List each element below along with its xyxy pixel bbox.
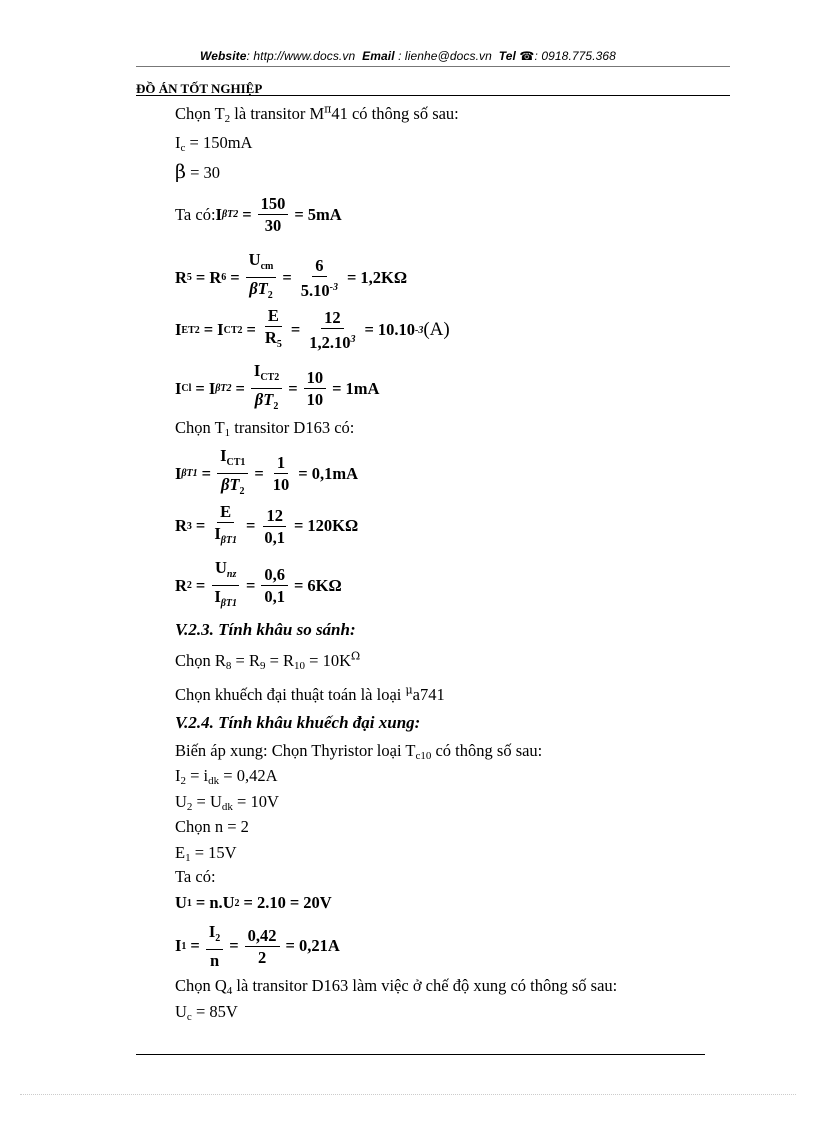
website-label: Website (200, 49, 247, 63)
page-edge-dots (20, 1094, 796, 1095)
omega-symbol: Ω (351, 649, 361, 663)
pi-symbol: π (324, 102, 332, 116)
mu-symbol: μ (405, 683, 413, 697)
ic-line: $I_c = 150mA$ (175, 133, 253, 154)
e1-line: $E_1 = 15V$ (175, 843, 237, 864)
equation-ibt2: Ta có: I βT2 = $\frac{150}{30}$ = 5mA (175, 194, 342, 235)
equation-r2: R 2 = $\frac{U_{nz}}{I_{\beta T1}}$ = $\frac{0,6}{0,1}$ = 6KΩ (175, 558, 342, 609)
tel-label: Tel (498, 49, 516, 63)
email-value: : lienhe@docs.vn (398, 49, 492, 63)
footer-divider (136, 1054, 705, 1055)
equation-iet2: I ET2 = I CT2 = $\frac{E}{R_5}$ = $\frac{12}{1,2.10^3}$ = 10.10 -3 (A) (175, 306, 450, 352)
title-divider (136, 95, 730, 96)
website-value: : http://www.docs.vn (246, 49, 356, 63)
beta-symbol: β (175, 161, 186, 183)
equation-r3: R 3 = $\frac{E}{I_{\beta T1}}$ = $\frac{12}{0,1}$ = 120KΩ (175, 502, 359, 547)
i2-line: $I_2 = i_{dk} = 0,42A$ (175, 766, 278, 787)
section-heading-so-sanh: V.2.3. Tính khâu so sánh: (175, 620, 356, 639)
taco-line: Ta có: (175, 867, 216, 886)
uc-line: $U_c = 85V$ (175, 1002, 238, 1023)
header-divider (136, 66, 730, 67)
email-label: Email (362, 49, 395, 63)
n-line: Chọn n = 2 (175, 817, 249, 836)
section-heading-khuech-dai: V.2.4. Tính khâu khuếch đại xung: (175, 713, 421, 732)
equation-u1: U 1 = n.U 2 = 2.10 = 20V (175, 893, 332, 912)
equation-icl: I Cl = I βT2 = $\frac{I_{CT2}}{\beta T_2}$ = $\frac{10}{10}$ = 1mA (175, 361, 380, 412)
tel-value: : 0918.775.368 (534, 49, 616, 63)
beta-line: β = 30 (175, 161, 221, 183)
thyristor-line: Biến áp xung: Chọn Thyristor loại $T_{c10}$ có thông số sau: (175, 741, 543, 762)
phone-icon: ☎ (519, 49, 535, 63)
document-title: ĐỒ ÁN TỐT NGHIỆP (136, 81, 263, 96)
t1-line: Chọn $T_1$ transitor D163 có: (175, 418, 355, 439)
equation-ibt1: I βT1 = $\frac{I_{CT1}}{\beta T_2}$ = $\frac{1}{10}$ = 0,1mA (175, 446, 358, 497)
resistor-select-line: Chọn $R_8 = R_9 = R_{10} = 10K^\Omega$ (175, 649, 361, 672)
page-header (0, 49, 816, 63)
u2-line: $U_2 = U_{dk} = 10V$ (175, 792, 279, 813)
opamp-line: Chọn khuếch đại thuật toán là loại $^\mu$a741 (175, 683, 445, 704)
equation-i1: I 1 = $\frac{I_2}{n}$ = $\frac{0,42}{2}$ = 0,21A (175, 922, 340, 970)
t2-intro-line: Chọn $T_2$ là transitor $M^\pi 41$ có thông số sau: (175, 102, 459, 125)
q4-line: Chọn $Q_4$ là transitor D163 làm việc ở chế độ xung có thông số sau: (175, 976, 618, 997)
equation-r5-r6: R 5 = R 6 = $\frac{U_{cm}}{\beta T_2}$ = $\frac{6}{5.10^{-3}}$ = 1,2KΩ (175, 250, 408, 301)
